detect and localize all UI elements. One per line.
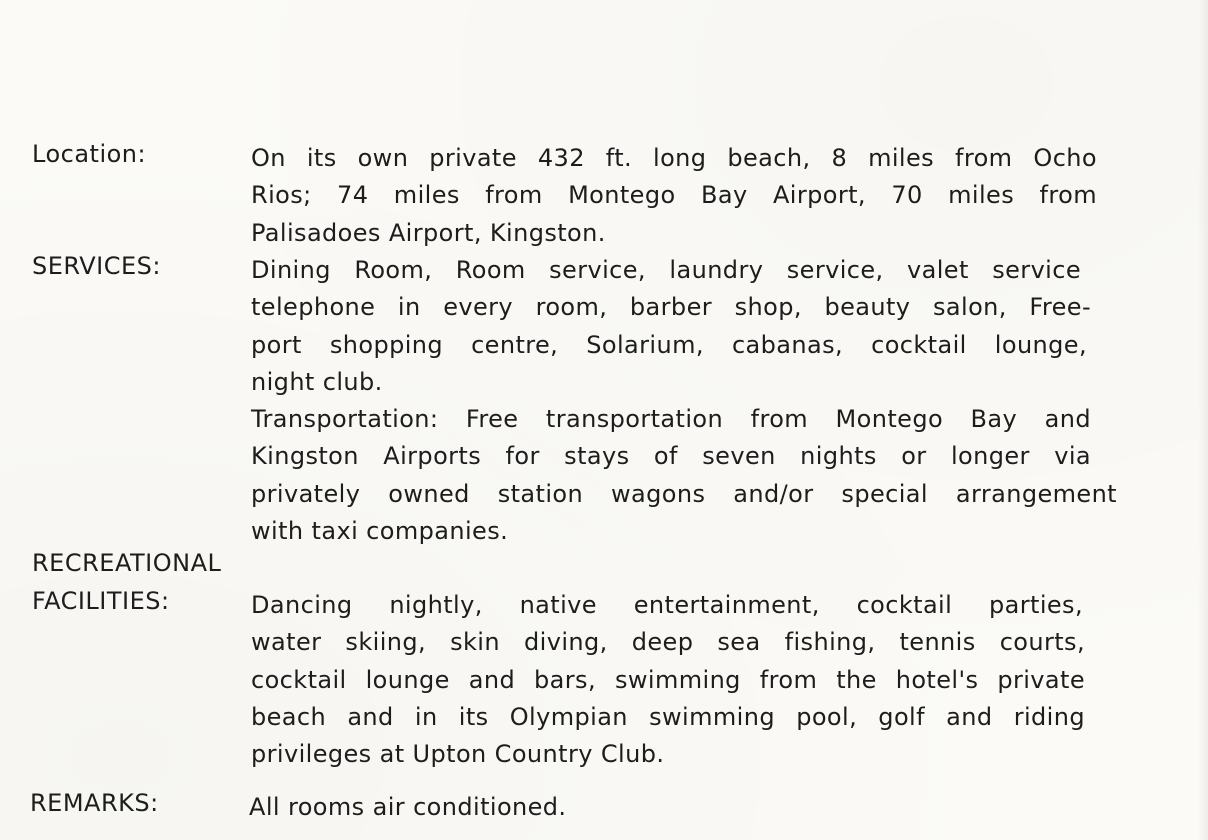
text-line: beach and in its Olympian swimming pool, golf and riding (251, 702, 1085, 731)
services-text (251, 252, 1117, 550)
facilities-text (251, 587, 1087, 773)
text-line: night club. (251, 367, 383, 396)
text-line: telephone in every room, barber shop, beauty salon, Free- (251, 293, 1091, 322)
text-line: with taxi companies. (251, 517, 509, 546)
label-remarks: REMARKS: (30, 789, 159, 817)
text-line: Palisadoes Airport, Kingston. (251, 218, 606, 247)
text-line: privileges at Upton Country Club. (251, 740, 665, 769)
text-line: cocktail lounge and bars, swimming from the hotel's private (251, 665, 1085, 694)
remarks-text (249, 789, 1129, 826)
text-line: All rooms air conditioned. (249, 793, 567, 821)
text-line: Dining Room, Room service, laundry service, valet service (251, 256, 1081, 284)
text-line: Kingston Airports for stays of seven nights or longer via (251, 442, 1091, 471)
text-line: water skiing, skin diving, deep sea fishing, tennis courts, (251, 628, 1085, 657)
page-edge-shadow (1198, 0, 1208, 840)
label-services: SERVICES: (32, 252, 161, 280)
label-recreational: RECREATIONAL (32, 549, 222, 577)
text-line: On its own private 432 ft. long beach, 8 miles from Ocho (251, 144, 1097, 172)
text-line: Rios; 74 miles from Montego Bay Airport, 70 miles from (251, 181, 1097, 210)
location-text (251, 140, 1097, 252)
text-line: Transportation: Free transportation from Montego Bay and (251, 405, 1091, 434)
label-facilities: FACILITIES: (32, 587, 170, 615)
label-location: Location: (32, 140, 147, 168)
text-line: port shopping centre, Solarium, cabanas, cocktail lounge, (251, 330, 1087, 359)
text-line: privately owned station wagons and/or special arrangement (251, 479, 1117, 508)
text-line: Dancing nightly, native entertainment, cocktail parties, (251, 591, 1083, 619)
